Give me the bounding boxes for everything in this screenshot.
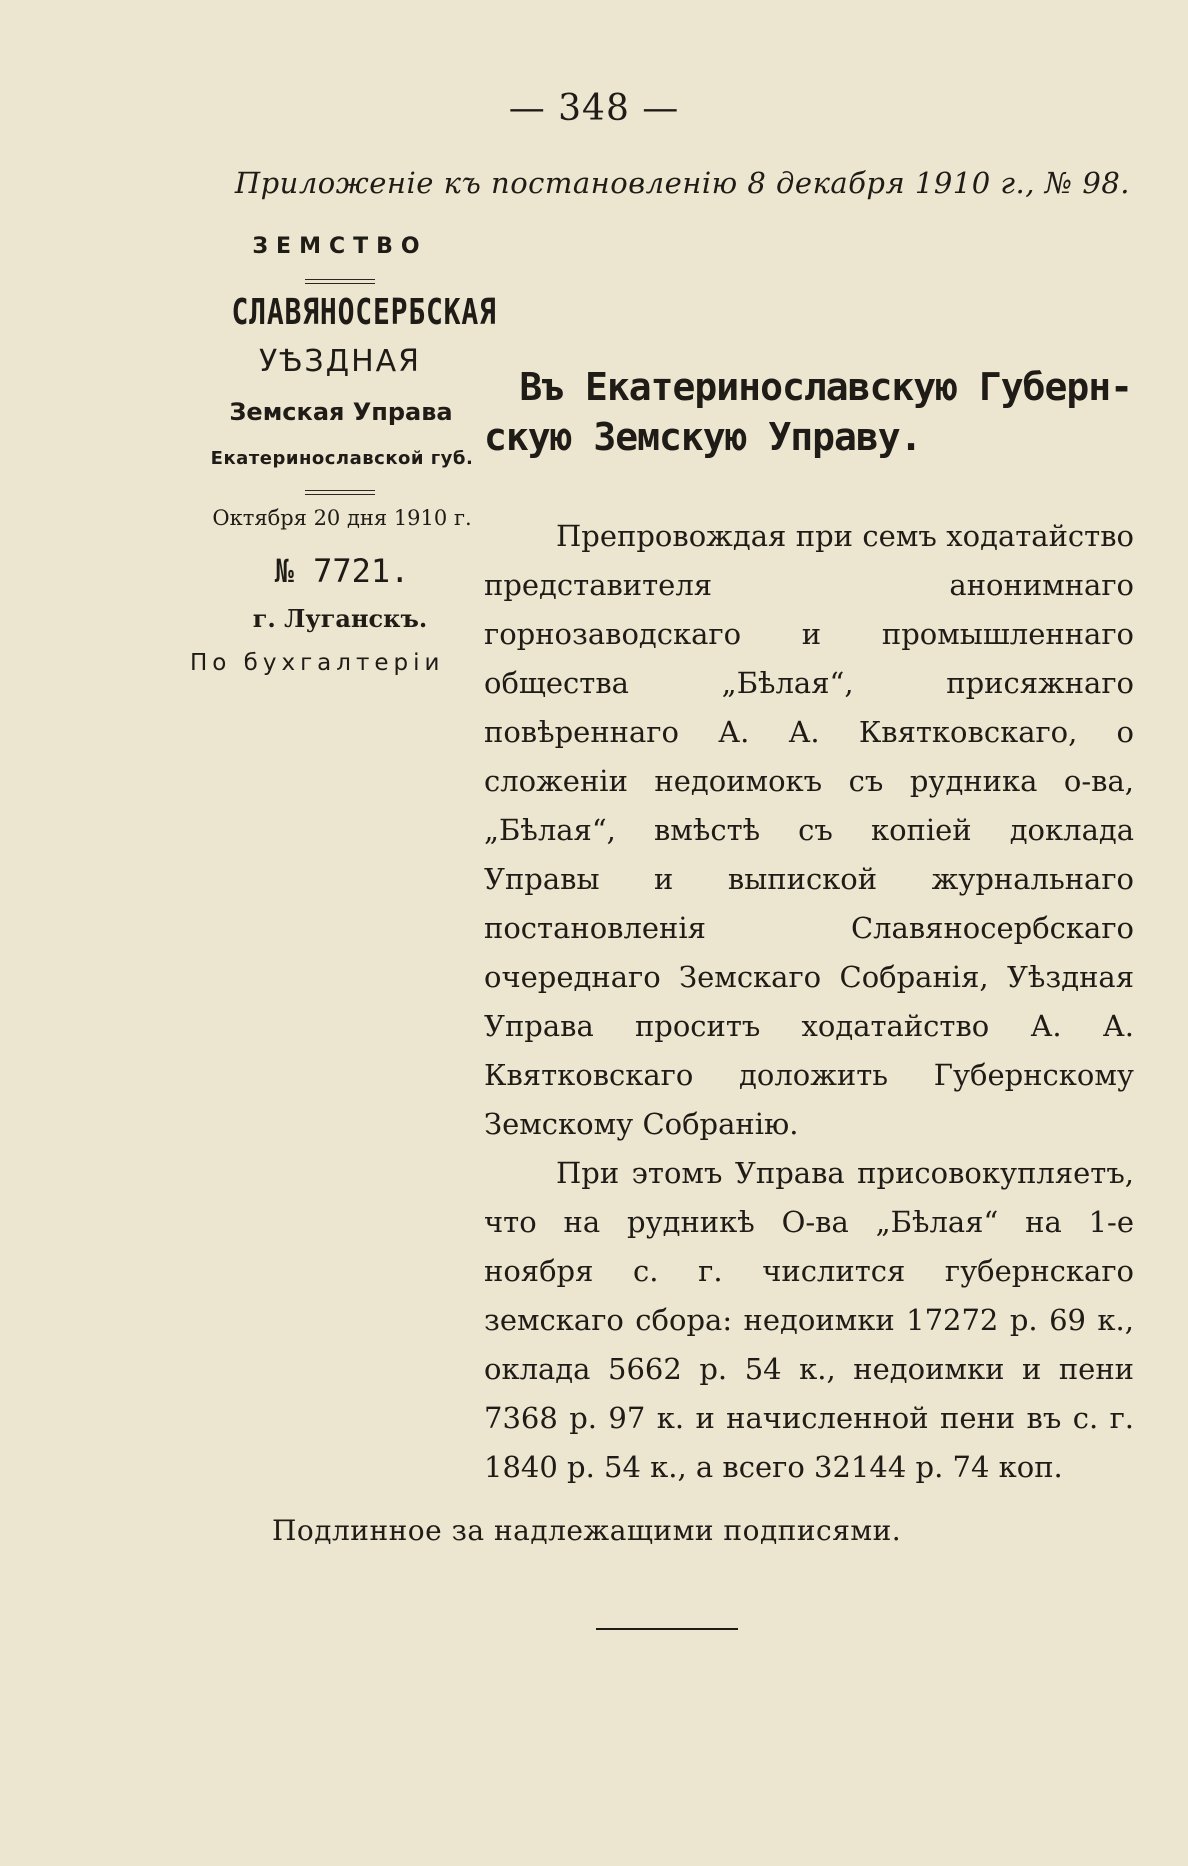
appendix-note: Приложеніе къ постановленію 8 декабря 1910 г., № 98. [234, 166, 1130, 200]
letterhead-zemstvo: ЗЕМСТВО [252, 234, 428, 259]
addressee-line-2: скую Земскую Управу. [484, 415, 922, 459]
letterhead-district: СЛАВЯНОСЕРБСКАЯ [231, 292, 497, 333]
body-paragraph: При этомъ Управа присовокупляетъ, что на рудникѣ О-ва „Бѣлая“ на 1-е ноября с. г. числится губернскаго земскаго сбора: недоимки 17272 р. 69 к., оклада 5662 р. 54 к., недоимки и пени 7368 р. 97 к. и начисленной пени въ с. г. 1840 р. 54 к., а всего 32144 р. 74 коп. [484, 1156, 1134, 1484]
letter-department: По бухгалтеріи [190, 650, 445, 676]
letterhead-divider [305, 490, 375, 495]
addressee-line-1: Въ Екатеринославскую Губерн- [519, 365, 1132, 409]
addressee [484, 362, 1132, 462]
closing-note: Подлинное за надлежащими подписями. [272, 1514, 902, 1547]
letterhead-uezd: УѢЗДНАЯ [259, 344, 421, 379]
letter-date: Октября 20 дня 1910 г. [212, 506, 472, 530]
end-rule [596, 1628, 738, 1630]
letterhead-board: Земская Управа [229, 398, 453, 426]
letterhead-province: Екатеринославской губ. [210, 448, 474, 469]
letter-city: г. Луганскъ. [252, 604, 428, 633]
body-paragraph: Препровождая при семъ ходатайство представителя анонимнаго горнозаводскаго и промышленнаго общества „Бѣлая“, присяжнаго повѣреннаго А. А. Квятковскаго, о сложеніи недоимокъ съ рудника о-ва, „Бѣлая“, вмѣстѣ съ копіей доклада Управы и выпиской журнальнаго постановленія Славяносербскаго очереднаго Земскаго Собранія, Уѣздная Управа проситъ ходатайство А. А. Квятковскаго доложить Губернскому Земскому Собранію. [484, 519, 1134, 1141]
letter-number: № 7721. [274, 552, 410, 590]
page-number: — 348 — [508, 88, 680, 129]
letterhead-divider [305, 279, 375, 284]
letter-body [484, 512, 1134, 1492]
